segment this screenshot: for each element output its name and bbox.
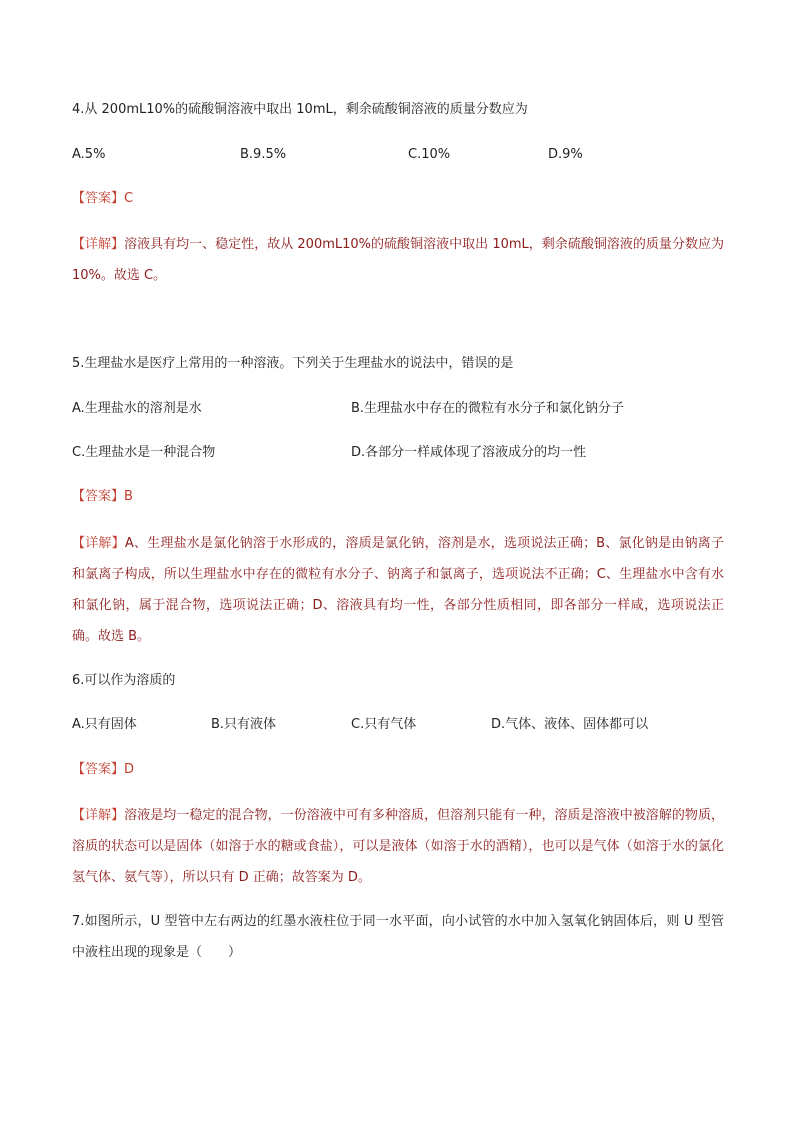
q5-option-d: D.各部分一样咸体现了溶液成分的均一性	[351, 445, 587, 460]
q6-option-c: C.只有气体	[351, 717, 417, 732]
q5-stem: 5.生理盐水是医疗上常用的一种溶液。下列关于生理盐水的说法中，错误的是	[72, 356, 514, 371]
q5-option-c: C.生理盐水是一种混合物	[72, 445, 216, 460]
answer-value: C	[124, 191, 134, 206]
q5-answer	[72, 487, 133, 507]
detail-tag: 【详解】	[72, 536, 125, 551]
detail-text: 溶液具有均一、稳定性，故从 200mL10%的硫酸铜溶液中取出 10mL，剩余硫酸铜溶液的质量分数应为 10%。故选 C。	[72, 237, 724, 283]
answer-tag: 【答案】	[72, 191, 125, 206]
q4-stem: 4.从 200mL10%的硫酸铜溶液中取出 10mL，剩余硫酸铜溶液的质量分数应为	[72, 102, 528, 117]
detail-tag: 【详解】	[72, 808, 125, 823]
q4-answer	[72, 189, 133, 209]
q6-option-d: D.气体、液体、固体都可以	[491, 717, 649, 732]
q6-detail	[72, 800, 724, 893]
answer-tag: 【答案】	[72, 762, 125, 777]
q4-option-d: D.9%	[548, 147, 583, 162]
q4-option-c: C.10%	[408, 147, 451, 162]
q6-option-a: A.只有固体	[72, 717, 137, 732]
q5-option-a: A.生理盐水的溶剂是水	[72, 401, 202, 416]
q4-detail	[72, 229, 724, 291]
detail-text: A、生理盐水是氯化钠溶于水形成的，溶质是氯化钠，溶剂是水，选项说法正确；B、氯化钠是由钠离子和氯离子构成，所以生理盐水中存在的微粒有水分子、钠离子和氯离子，选项说法不正确；C、生理盐水中含有水和氯化钠，属于混合物，选项说法正确；D、溶液具有均一性，各部分性质相同，即各部分一样咸，选项说法正确。故选 B。	[72, 536, 724, 644]
answer-value: B	[124, 489, 133, 504]
q6-answer	[72, 760, 134, 780]
detail-tag: 【详解】	[72, 237, 125, 252]
answer-tag: 【答案】	[72, 489, 125, 504]
answer-value: D	[124, 762, 135, 777]
q7-stem: 7.如图所示，U 型管中左右两边的红墨水液柱位于同一水平面，向小试管的水中加入氢氧化钠固体后，则 U 型管中液柱出现的现象是（ ）	[72, 914, 724, 960]
q5-option-b: B.生理盐水中存在的微粒有水分子和氯化钠分子	[351, 401, 625, 416]
q4-option-b: B.9.5%	[240, 147, 287, 162]
q5-detail	[72, 528, 724, 652]
q4-option-a: A.5%	[72, 147, 106, 162]
q6-option-b: B.只有液体	[211, 717, 277, 732]
q6-stem: 6.可以作为溶质的	[72, 673, 176, 688]
detail-text: 溶液是均一稳定的混合物，一份溶液中可有多种溶质，但溶剂只能有一种，溶质是溶液中被溶解的物质，溶质的状态可以是固体（如溶于水的糖或食盐），可以是液体（如溶于水的酒精），也可以是气体（如溶于水的氯化氢气体、氨气等），所以只有 D 正确；故答案为 D。	[72, 808, 724, 885]
